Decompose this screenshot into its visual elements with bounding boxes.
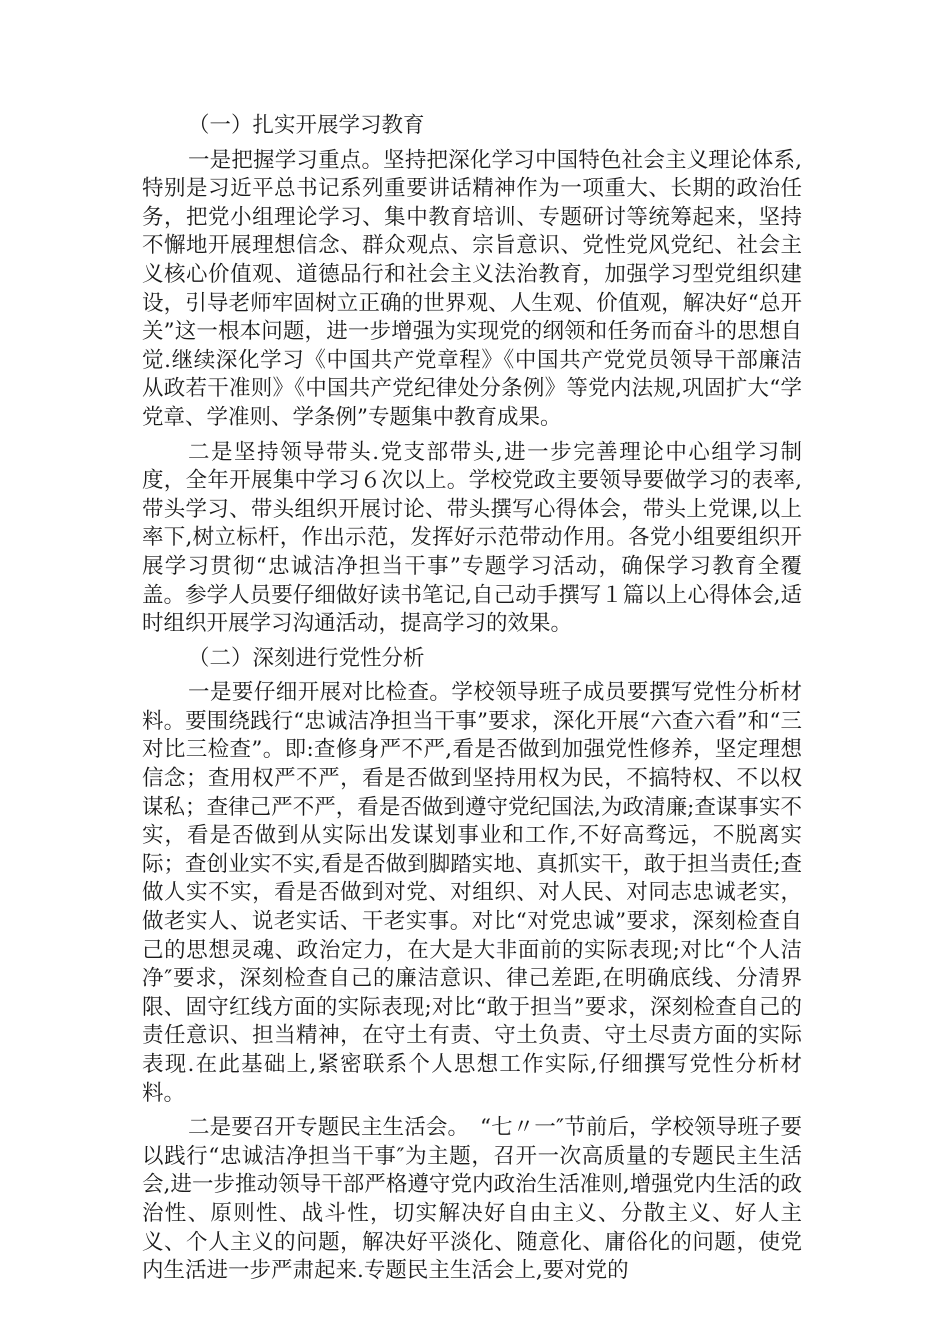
section-1-heading: （一）扎实开展学习教育 xyxy=(188,113,425,138)
section-1-paragraph-2: 二是坚持领导带头.党支部带头,进一步完善理论中心组学习制度，全年开展集中学习６次以上。学校党政主要领导要做学习的表率,带头学习、带头组织开展讨论、带头撰写心得体会，带头上党课,以上率下,树立标杆，作出示范，发挥好示范带动作用。各党小组要组织开展学习贯彻“忠诚洁净担当干事”专题学习活动，确保学习教育全覆盖。参学人员要仔细做好读书笔记,自己动手撰写１篇以上心得体会,适时组织开展学习沟通活动，提高学习的效果。 xyxy=(142,439,802,637)
section-2-paragraph-1: 一是要仔细开展对比检查。学校领导班子成员要撰写党性分析材料。要围绕践行“忠诚洁净担当干事”要求，深化开展“六查六看”和“三对比三检查”。即:查修身严不严,看是否做到加强党性修养，坚定理想信念；查用权严不严，看是否做到坚持用权为民，不搞特权、不以权谋私；查律己严不严，看是否做到遵守党纪国法,为政清廉;查谋事实不实，看是否做到从实际出发谋划事业和工作,不好高骛远，不脱离实际；查创业实不实,看是否做到脚踏实地、真抓实干，敢于担当责任;查做人实不实，看是否做到对党、对组织、对人民、对同志忠诚老实，做老实人、说老实话、干老实事。对比“对党忠诚”要求，深刻检查自己的思想灵魂、政治定力，在大是大非面前的实际表现;对比“个人洁净″要求，深刻检查自己的廉洁意识、律己差距,在明确底线、分清界限、固守红线方面的实际表现;对比“敢于担当”要求，深刻检查自己的责任意识、担当精神，在守土有责、守土负责、守土尽责方面的实际表现.在此基础上,紧密联系个人思想工作实际,仔细撰写党性分析材料。 xyxy=(142,680,802,1106)
document-page xyxy=(142,112,802,1292)
section-1-paragraph-1: 一是把握学习重点。坚持把深化学习中国特色社会主义理论体系,特别是习近平总书记系列重要讲话精神作为一项重大、长期的政治任务，把党小组理论学习、集中教育培训、专题研讨等统筹起来，坚持不懈地开展理想信念、群众观点、宗旨意识、党性党风党纪、社会主义核心价值观、道德品行和社会主义法治教育，加强学习型党组织建设，引导老师牢固树立正确的世界观、人生观、价值观，解决好“总开关”这一根本问题，进一步增强为实现党的纲领和任务而奋斗的思想自觉.继续深化学习《中国共产党章程》《中国共产党党员领导干部廉洁从政若干准则》《中国共产党纪律处分条例》等党内法规,巩固扩大“学党章、学准则、学条例”专题集中教育成果。 xyxy=(142,147,802,430)
section-2-paragraph-2: 二是要召开专题民主生活会。 “七〃一″节前后，学校领导班子要以践行“忠诚洁净担当干事″为主题，召开一次高质量的专题民主生活会,进一步推动领导干部严格遵守党内政治生活准则,增强党内生活的政治性、原则性、战斗性，切实解决好自由主义、分散主义、好人主义、个人主义的问题，解决好平淡化、随意化、庸俗化的问题，使党内生活进一步严肃起来.专题民主生活会上,要对党的 xyxy=(142,1115,802,1284)
section-2-heading: （二）深刻进行党性分析 xyxy=(188,645,425,671)
